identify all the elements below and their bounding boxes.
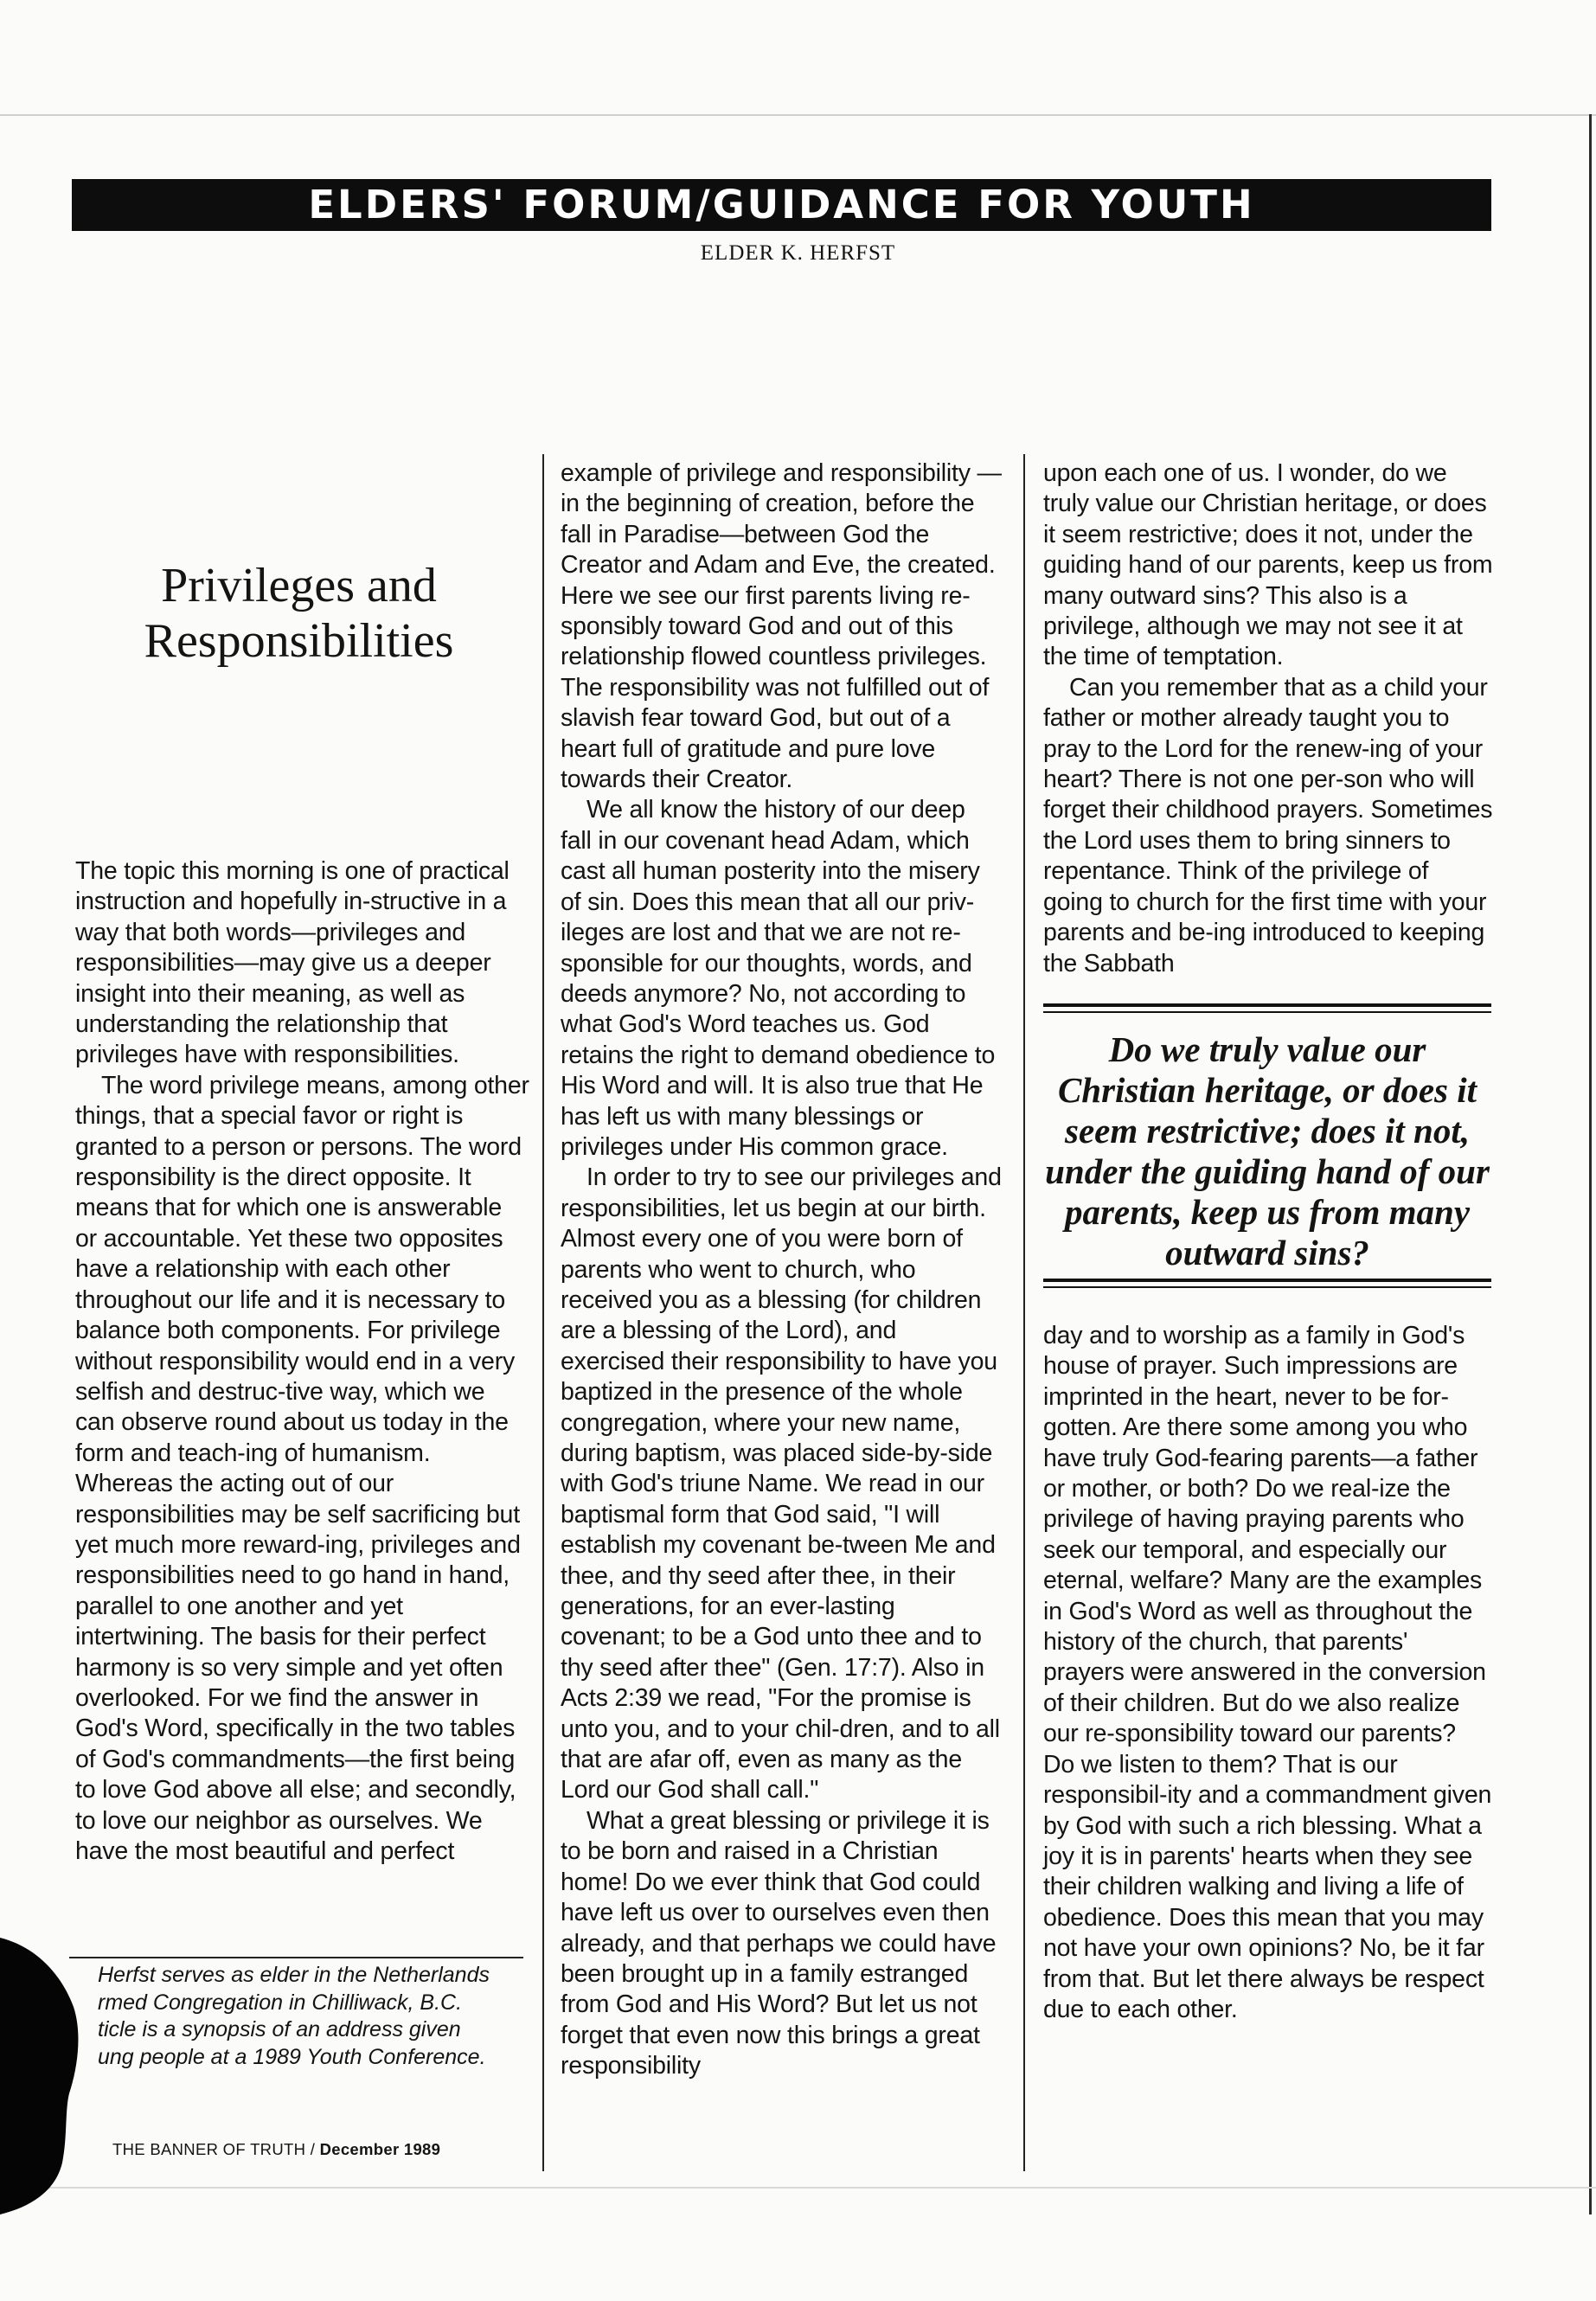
pullquote: Do we truly value our Christian heritage, or does it seem restrictive; does it not, under the guiding hand of our parents, keep us from many outward sins? [1045,1029,1490,1272]
scan-smudge [0,1938,95,2214]
article-title [72,558,526,669]
article-column-3-bottom [1043,1321,1493,2025]
author-byline: ELDER K. HERFST [700,241,896,265]
bio-line: ung people at a 1989 Youth Conference. [98,2044,486,2069]
paragraph: upon each one of us. I wonder, do we truly value our Christian heritage, or does it seem restrictive; does it not, under the guiding hand of our parents, keep us from many outward sins? This also is a privilege, although we may not see it at the time of temptation. [1043,459,1493,671]
paragraph: Can you remember that as a child your father or mother already taught you to pray to the Lord for the renew-ing of your heart? There is not one per-son who will forget their childhood prayers. Sometimes the Lord uses them to bring sinners to repentance. Think of the privilege of going to church for the first time with your parents and be-ing introduced to keeping the Sabbath [1043,673,1493,977]
column-rule-2 [1023,454,1025,2171]
footer-issue: December 1989 [319,2140,441,2158]
paragraph: The word privilege means, among other things, that a special favor or right is granted to a person or persons. The word responsibility is the direct opposite. It means that for which one is answerable or accountable. Yet these two opposites have a relationship with each other throughout our life and it is necessary to balance both components. For privilege without responsibility would end in a very selfish and destruc-tive way, which we can observe round about us today in the form and teach-ing of humanism. Whereas the acting out of our responsibilities may be self sacrificing but yet much more reward-ing, privileges and responsibilities need to go hand in hand, parallel to one another and yet intertwining. The basis for their perfect harmony is so very simple and yet often overlooked. For we find the answer in God's Word, specifically in the two tables of God's commandments—the first being to love God above all else; and secondly, to love our neighbor as ourselves. We have the most beautiful and perfect [75,1071,529,1865]
paragraph: The topic this morning is one of practical instruction and hopefully in-structive in a way that both words—privileges and responsibilities—may give us a deeper insight into their meaning, as well as understanding the relationship that privileges have with responsibilities. [75,857,510,1069]
title-line-2: Responsibilities [144,614,454,668]
paragraph: day and to worship as a family in God's house of prayer. Such impressions are imprinted in the heart, never to be for-gotten. Are there some among you who have truly God-fearing parents—a father or mother, or both? Do we real-ize the privilege of having praying parents who seek our temporal, and especially our eternal, welfare? Many are the examples in God's Word as well as throughout the history of the church, that parents' prayers were answered in the conversion of their children. But do we also realize our re-sponsibility toward our parents? Do we listen to them? That is our responsibil-ity and a commandment given by God with such a rich blessing. What a joy it is in parents' hearts when they see their children walking and living a life of obedience. Does this mean that you may not have your own opinions? No, be it far from that. But let there always be respect due to each other. [1043,1322,1492,2023]
title-line-1: Privileges and [161,559,437,612]
article-column-3-top [1043,458,1493,979]
column-rule-1 [542,454,544,2171]
paragraph: In order to try to see our privileges and responsibilities, let us begin at our birth. Almost every one of you were born of parents who went to church, who received you as a blessing (for children are a blessing of the Lord), and exercised their responsibility to have you baptized in the presence of the whole congregation, where your new name, during baptism, was placed side-by-side with God's triune Name. We read in our baptismal form that God said, "I will establish my covenant be-tween Me and thee, and thy seed after thee, in their generations, for an ever-lasting covenant; to be a God unto thee and to thy seed after thee" (Gen. 17:7). Also in Acts 2:39 we read, "For the promise is unto you, and to your chil-dren, and to all that are afar off, even as many as the Lord our God shall call." [561,1163,1002,1804]
bio-rule [69,1957,523,1958]
paragraph: What a great blessing or privilege it is to be born and raised in a Christian home! Do we ever think that God could have left us over to ourselves even then already, and that perhaps we could have been brought up in a family estranged from God and His Word? But let us not forget that even now this brings a great responsibility [561,1806,997,2080]
pullquote-rule-top [1043,1003,1491,1013]
paragraph: example of privilege and responsibility —in the beginning of creation, before the fall in Paradise—between God the Creator and Adam and Eve, the created. Here we see our first parents living re-sponsibly toward God and out of this relationship flowed countless privileges. The responsibility was not fulfilled out of slavish fear toward God, but out of a heart full of gratitude and pure love towards their Creator. [561,459,1002,794]
bio-line: ticle is a synopsis of an address given [98,2017,461,2041]
article-column-2 [561,458,1002,2082]
section-banner: ELDERS' FORUM/GUIDANCE FOR YOUTH [72,179,1491,231]
author-bio [72,1962,523,2071]
page-edge-top [0,114,1596,116]
pullquote-rule-bottom [1043,1279,1491,1288]
footer-publication: THE BANNER OF TRUTH / [112,2140,320,2158]
article-column-1 [75,856,529,1867]
page-edge-bottom [0,2187,1596,2189]
bio-line: Herfst serves as elder in the Netherlands [98,1963,490,1987]
page-edge-right [1589,114,1592,2214]
page-footer [112,2140,440,2159]
paragraph: We all know the history of our deep fall in our covenant head Adam, which cast all human posterity into the misery of sin. Does this mean that all our priv-ileges are lost and that we are not re-sponsible for our thoughts, words, and deeds anymore? No, not according to what God's Word teaches us. God retains the right to demand obedience to His Word and will. It is also true that He has left us with many blessings or privileges under His common grace. [561,796,996,1161]
bio-line: rmed Congregation in Chilliwack, B.C. [98,1990,463,2015]
